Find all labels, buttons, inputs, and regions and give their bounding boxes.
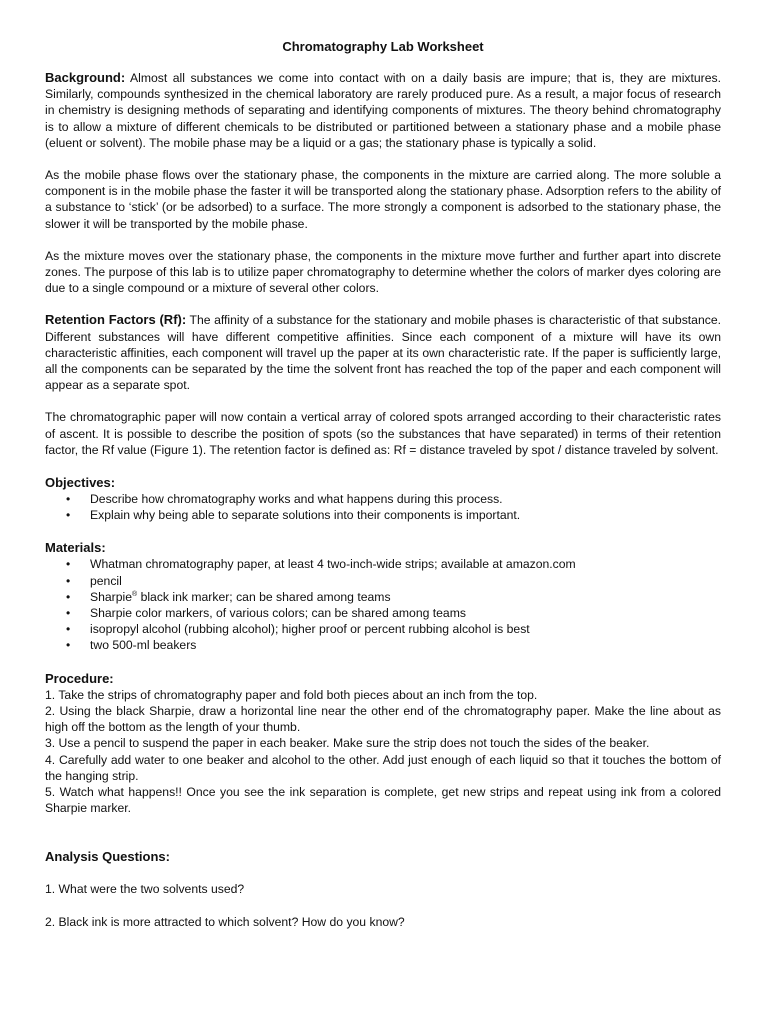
analysis-heading: Analysis Questions: [45,849,170,865]
list-item: • pencil [90,573,721,589]
sharpie-rest: black ink marker; can be shared among teams [137,589,391,604]
list-item: • two 500-ml beakers [90,637,721,653]
retention-heading: Retention Factors (Rf): [45,312,187,328]
background-paragraph-3: As the mixture moves over the stationary phase, the components in the mixture move further and further apart into discrete zones. The purpose of this lab is to utilize paper chromatography to determine whether the colors of marker dyes coloring are due to a single compound or a mixture of several other colors. [45,248,721,296]
materials-list [45,556,721,653]
background-paragraph-1 [45,70,721,151]
procedure-step: 1. Take the strips of chromatography paper and fold both pieces about an inch from the top. [45,687,538,702]
materials-heading: Materials: [45,540,106,556]
procedure-step: 4. Carefully add water to one beaker and alcohol to the other. Add just enough of each liquid so that it touches the bottom of the hanging strip. [45,752,721,783]
objectives-heading: Objectives: [45,475,116,491]
retention-paragraph-1 [45,312,721,393]
procedure-step: 3. Use a pencil to suspend the paper in each beaker. Make sure the strip does not touch the sides of the beaker. [45,736,650,751]
list-item: • Whatman chromatography paper, at least 4 two-inch-wide strips; available at amazon.com [90,556,721,572]
procedure-step: 5. Watch what happens!! Once you see the ink separation is complete, get new strips and repeat using ink from a colored Sharpie marker. [45,784,721,816]
background-heading: Background: [45,70,126,85]
procedure-steps [45,687,721,817]
list-item [90,589,721,605]
list-item: • Explain why being able to separate solutions into their components is important. [90,507,721,523]
list-item: • isopropyl alcohol (rubbing alcohol); higher proof or percent rubbing alcohol is best [90,621,721,637]
retention-paragraph-2: The chromatographic paper will now contain a vertical array of colored spots arranged according to their characteristic rates of ascent. It is possible to describe the position of spots (so the substances that have separated) in terms of their retention factor, the Rf value (Figure 1). The retention factor is defined as: Rf = distance traveled by spot / distance traveled by solvent. [45,410,721,457]
page-title: Chromatography Lab Worksheet [282,39,484,54]
list-item: • Sharpie color markers, of various colors; can be shared among teams [90,605,721,621]
background-text-1: Almost all substances we come into contact with on a daily basis are impure; that is, they are mixtures. Similarly, compounds synthesized in the chemical laboratory are rarely produced pure. As a result, a major focus of research in chemistry is designing methods of separating and identifying components of mixtures. The theory behind chromatography is to allow a mixture of different chemicals to be distributed or partitioned between a stationary phase and a mobile phase (eluent or solvent). The mobile phase may be a liquid or a gas; the stationary phase is typically a solid. [45,71,721,150]
procedure-step: 2. Using the black Sharpie, draw a horizontal line near the other end of the chromatography paper. Make the line about as high off the bottom as the length of your thumb. [45,703,721,735]
registered-mark: ® [132,590,138,598]
objectives-list [45,491,721,523]
retention-text-1: The affinity of a substance for the stationary and mobile phases is characteristic of that substance. Different substances will have different competitive affinities. Since each component of a mixture will have its own characteristic affinities, each component will travel up the paper at its own characteristic rate. If the paper is sufficiently large, all the components can be separated by the time the solvent front has reached the top of the paper and each component will appear as a separate spot. [45,313,721,393]
sharpie-word: Sharpie [90,589,133,604]
list-item: • Describe how chromatography works and what happens during this process. [90,491,721,507]
procedure-heading: Procedure: [45,670,114,686]
analysis-question: 1. What were the two solvents used? [45,882,245,897]
analysis-question: 2. Black ink is more attracted to which solvent? How do you know? [45,914,405,929]
background-paragraph-2: As the mobile phase flows over the stationary phase, the components in the mixture are carried along. The more soluble a component is in the mobile phase the faster it will be transported along the stationary phase. Adsorption refers to the ability of a substance to ‘stick’ (or be adsorbed) to a surface. The more strongly a component is adsorbed to the stationary phase, the slower it will be transported by the mobile phase. [45,168,721,231]
